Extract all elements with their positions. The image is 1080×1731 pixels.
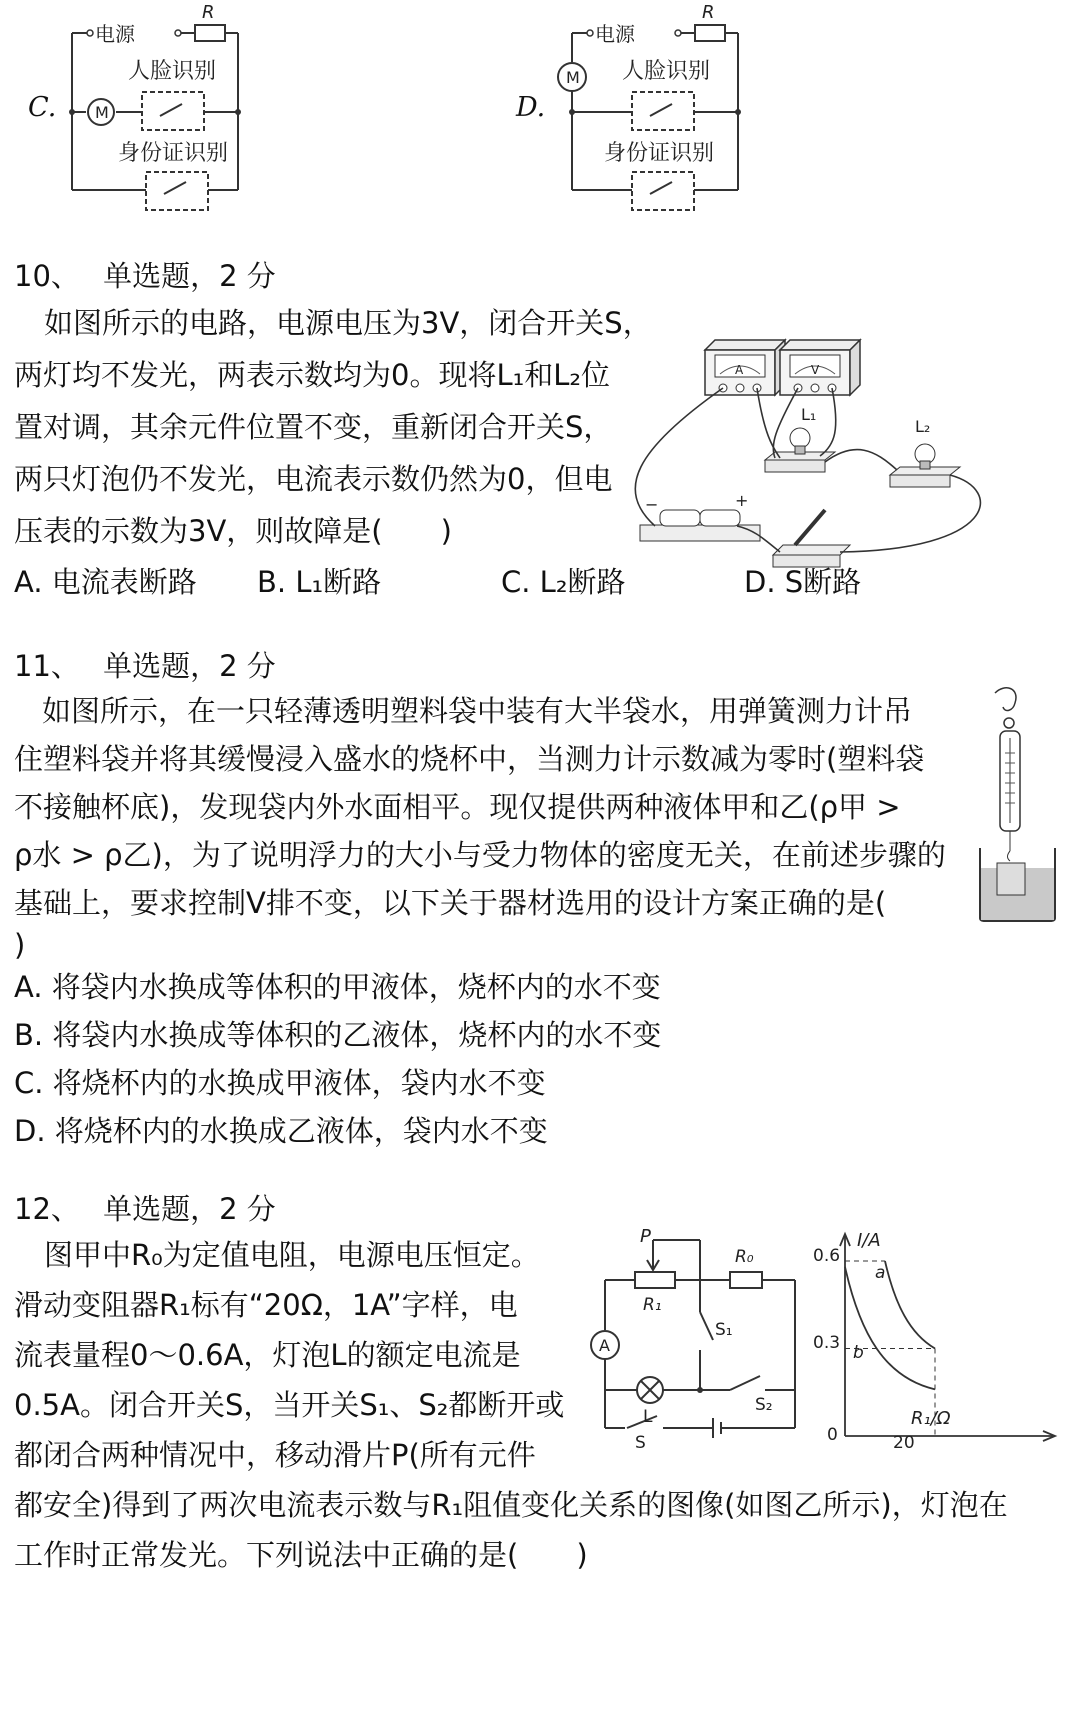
q12-line: 都安全)得到了两次电流表示数与R₁阻值变化关系的图像(如图乙所示)，灯泡在 xyxy=(14,1488,1008,1522)
q11-option-b[interactable]: B. 将袋内水换成等体积的乙液体，烧杯内的水不变 xyxy=(14,1018,662,1052)
q12-header xyxy=(14,1188,276,1230)
graph-ytick-03: 0.3 xyxy=(813,1333,841,1353)
q9-circuit-c xyxy=(60,0,260,220)
q11-line: ) xyxy=(14,928,26,962)
q9c-power-label: 电源 xyxy=(95,22,135,46)
switch-icon xyxy=(773,510,850,567)
q11-line: 如图所示，在一只轻薄透明塑料袋中装有大半袋水，用弹簧测力计吊 xyxy=(42,694,913,728)
q12-line: 滑动变阻器R₁标有“20Ω，1A”字样，电 xyxy=(14,1288,518,1322)
lamp1-icon xyxy=(765,405,835,472)
graph-xlabel: R₁/Ω xyxy=(911,1408,951,1429)
q9d-face-label: 人脸识别 xyxy=(622,59,711,84)
q9c-motor-label: M xyxy=(95,103,109,122)
q12-label-r0: R₀ xyxy=(735,1247,754,1267)
q12-line: 流表量程0～0.6A，灯泡L的额定电流是 xyxy=(14,1338,521,1372)
battery-plus: + xyxy=(735,491,749,510)
q12-line: 0.5A。闭合开关S，当开关S₁、S₂都断开或 xyxy=(14,1388,565,1422)
q12-circuit xyxy=(585,1226,805,1453)
q11-header xyxy=(14,645,276,687)
q11-option-a[interactable]: A. 将袋内水换成等体积的甲液体，烧杯内的水不变 xyxy=(14,970,661,1004)
ammeter-icon xyxy=(705,340,785,395)
q12-number: 12、 xyxy=(14,1192,80,1226)
q10-line: 压表的示数为3V，则故障是( ) xyxy=(14,514,452,548)
lamp2-icon xyxy=(890,417,960,487)
q10-header xyxy=(14,255,276,297)
q12-label-p: P xyxy=(640,1226,651,1247)
q10-line: 两只灯泡仍不发光，电流表示数仍然为0，但电 xyxy=(14,462,613,496)
q9c-r-label: R xyxy=(202,2,215,23)
q11-option-d[interactable]: D. 将烧杯内的水换成乙液体，袋内水不变 xyxy=(14,1114,548,1148)
q12-label-s: S xyxy=(635,1433,646,1453)
lamp2-label: L₂ xyxy=(915,417,931,436)
q11-line: ρ水 > ρ乙)，为了说明浮力的大小与受力物体的密度无关，在前述步骤的 xyxy=(14,838,946,872)
q10-block xyxy=(0,255,1080,675)
lamp1-label: L₁ xyxy=(801,405,817,424)
graph-label-a: a xyxy=(875,1263,886,1283)
voltmeter-label: V xyxy=(811,363,820,377)
q12-label-r1: R₁ xyxy=(643,1295,662,1315)
battery-minus: − xyxy=(645,495,659,514)
q11-number: 11、 xyxy=(14,649,80,683)
q9-option-c[interactable] xyxy=(0,0,540,230)
q10-stem xyxy=(14,297,654,557)
q11-options xyxy=(14,963,1074,1155)
q9d-r-label: R xyxy=(702,2,715,23)
spring-scale-icon xyxy=(1000,731,1020,861)
q12-type: 单选题，2 分 xyxy=(103,1192,276,1226)
q10-line: 如图所示的电路，电源电压为3V，闭合开关S， xyxy=(44,306,652,340)
graph-ytick-0: 0 xyxy=(827,1425,838,1445)
q10-line: 两灯均不发光，两表示数均为0。现将L₁和L₂位 xyxy=(14,358,611,392)
q12-line: 都闭合两种情况中，移动滑片P(所有元件 xyxy=(14,1438,536,1472)
q11-line: 不接触杯底)，发现袋内外水面相平。现仅提供两种液体甲和乙(ρ甲 > xyxy=(14,790,901,824)
q10-type: 单选题，2 分 xyxy=(103,259,276,293)
q12-graph xyxy=(813,1216,1065,1453)
q11-type: 单选题，2 分 xyxy=(103,649,276,683)
q9-option-d[interactable] xyxy=(516,0,1080,230)
q12-label-s2: S₂ xyxy=(755,1395,773,1415)
q10-number: 10、 xyxy=(14,259,80,293)
battery-icon xyxy=(640,491,760,541)
curve-b xyxy=(845,1267,935,1390)
q9d-motor-label: M xyxy=(566,68,580,87)
graph-ytick-06: 0.6 xyxy=(813,1246,841,1266)
q12-label-a: A xyxy=(599,1336,610,1355)
q10-option-c[interactable]: C. L₂断路 xyxy=(501,565,626,599)
q9-circuit-d xyxy=(560,0,760,220)
beaker-icon xyxy=(980,848,1055,921)
curve-a xyxy=(885,1261,935,1349)
q10-option-b[interactable]: B. L₁断路 xyxy=(257,565,382,599)
q12-line: 工作时正常发光。下列说法中正确的是( ) xyxy=(14,1538,588,1572)
q12-block xyxy=(0,1188,1080,1728)
q11-figure xyxy=(975,683,1075,923)
q10-options xyxy=(14,560,1074,610)
graph-label-b: b xyxy=(853,1343,864,1363)
q9c-face-label: 人脸识别 xyxy=(128,59,217,84)
q10-line: 置对调，其余元件位置不变，重新闭合开关S， xyxy=(14,410,613,444)
graph-xtick-20: 20 xyxy=(893,1433,915,1453)
q9-option-d-label: D. xyxy=(516,92,546,123)
q12-label-s1: S₁ xyxy=(715,1320,733,1340)
q9c-id-label: 身份证识别 xyxy=(118,141,229,166)
q12-line: 图甲中R₀为定值电阻，电源电压恒定。 xyxy=(44,1238,540,1272)
q11-block xyxy=(0,645,1080,1165)
graph-ylabel: I/A xyxy=(857,1230,881,1251)
q11-line: 住塑料袋并将其缓慢浸入盛水的烧杯中，当测力计示数减为零时(塑料袋 xyxy=(14,742,925,776)
q9d-id-label: 身份证识别 xyxy=(604,141,715,166)
q9d-power-label: 电源 xyxy=(595,22,635,46)
q11-stem xyxy=(14,687,964,963)
q11-option-c[interactable]: C. 将烧杯内的水换成甲液体，袋内水不变 xyxy=(14,1066,546,1100)
q12-label-l: L xyxy=(643,1407,653,1427)
q10-option-a[interactable]: A. 电流表断路 xyxy=(14,565,197,599)
q10-option-d[interactable]: D. S断路 xyxy=(744,565,862,599)
q9-option-c-label: C. xyxy=(28,92,57,123)
ammeter-label: A xyxy=(735,363,744,377)
voltmeter-icon xyxy=(780,340,860,395)
hand-icon xyxy=(995,688,1016,728)
q11-line: 基础上，要求控制V排不变，以下关于器材选用的设计方案正确的是( xyxy=(14,886,887,920)
